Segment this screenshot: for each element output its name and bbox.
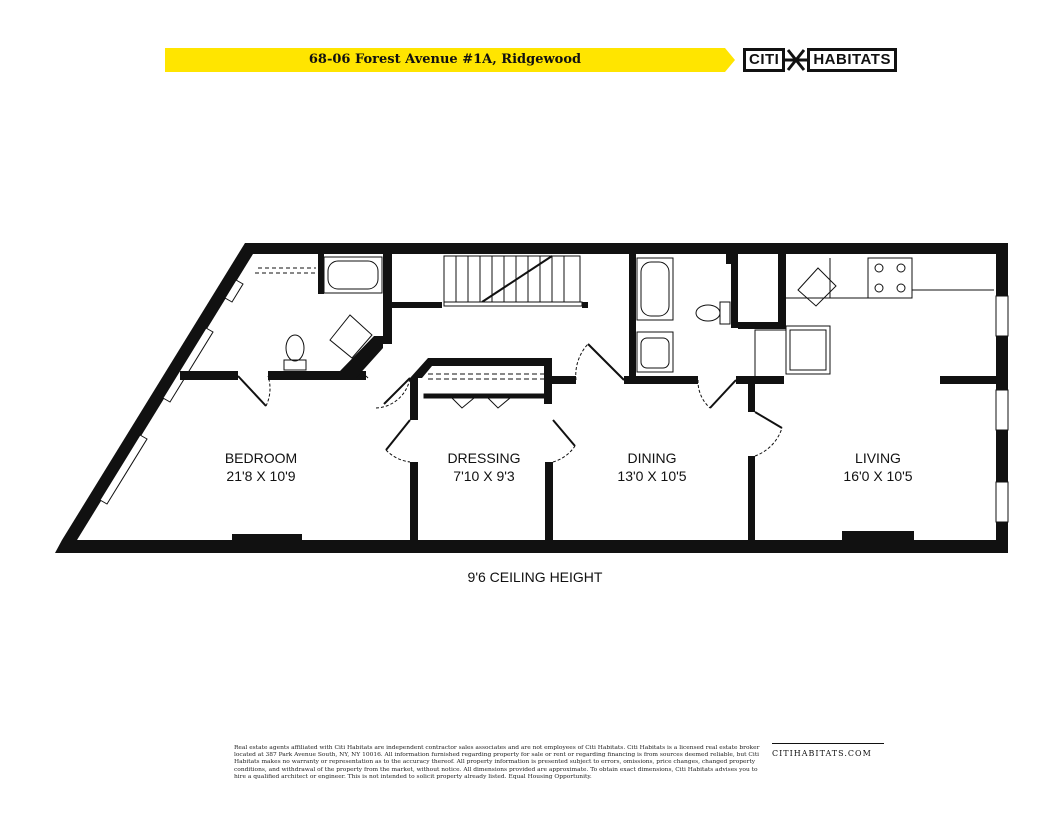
address-title: 68-06 Forest Avenue #1A, Ridgewood bbox=[308, 52, 582, 67]
logo-habitats-text: HABITATS bbox=[807, 48, 897, 72]
dining-label bbox=[592, 449, 712, 485]
dressing-size: 7'10 X 9'3 bbox=[453, 468, 515, 484]
dining-name: DINING bbox=[627, 450, 677, 466]
living-radiator bbox=[842, 531, 914, 540]
right-wall-windows bbox=[996, 296, 1008, 522]
footer-divider bbox=[772, 743, 884, 744]
living-name: LIVING bbox=[855, 450, 901, 466]
bedroom-size: 21'8 X 10'9 bbox=[226, 468, 296, 484]
bedroom-name: BEDROOM bbox=[224, 450, 298, 466]
dressing-label bbox=[424, 449, 544, 485]
living-size: 16'0 X 10'5 bbox=[843, 468, 913, 484]
website-link[interactable]: CITIHABITATS.COM bbox=[772, 749, 872, 758]
ceiling-height-label: 9'6 CEILING HEIGHT bbox=[467, 569, 603, 585]
bedroom-label bbox=[200, 449, 322, 485]
legal-disclaimer: Real estate agents affiliated with Citi Habitats are independent contractor sales associates and are not employees of Citi Habitats. Citi Habitats is a licensed real estate broker located at 387 Park Avenue South, NY, NY 10016. All information furnished regarding property for sale or rent or regarding financing is from sources deemed reliable, but Citi Habitats makes no warranty or representation as to the accuracy thereof. All property information is presented subject to errors, omissions, price changes, changed property conditions, and withdrawal of the property from the market, without notice. All dimensions provided are approximate. To obtain exact dimensions, Citi Habitats advises you to hire a qualified architect or engineer. This is not intended to solicit property already listed. Equal Housing Opportunity. bbox=[234, 745, 760, 780]
living-label bbox=[818, 449, 938, 485]
logo-citi-text: CITI bbox=[743, 48, 785, 72]
bedroom-radiator bbox=[232, 534, 302, 540]
dressing-name: DRESSING bbox=[447, 450, 521, 466]
dining-size: 13'0 X 10'5 bbox=[617, 468, 687, 484]
